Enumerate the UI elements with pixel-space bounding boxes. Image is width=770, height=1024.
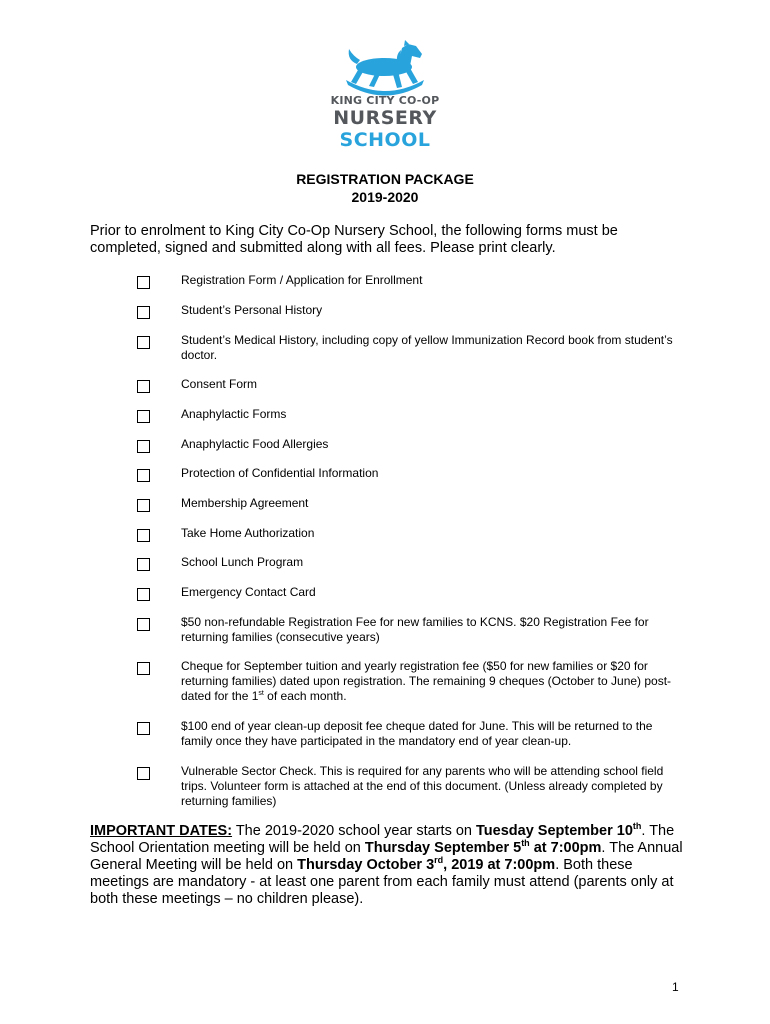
checkbox[interactable] (137, 558, 150, 571)
checkbox[interactable] (137, 722, 150, 735)
checklist-item-label: School Lunch Program (181, 555, 304, 569)
checkbox[interactable] (137, 410, 150, 423)
checklist-item-label: Student’s Personal History (181, 303, 323, 317)
checklist-item-label: Vulnerable Sector Check. This is required for any parents who will be attending school field trips. Volunteer form is attached at the end of this document. (Unless already completed by returning families) (181, 764, 664, 808)
checklist-item-label: $100 end of year clean-up deposit fee cheque dated for June. This will be returned to the family once they have participated in the mandatory end of year clean-up. (181, 719, 653, 748)
checkbox[interactable] (137, 662, 150, 675)
checklist-item-label: Anaphylactic Forms (181, 407, 287, 421)
checklist-item-label: Registration Form / Application for Enrollment (181, 273, 423, 287)
logo-text-nursery: NURSERY (333, 107, 437, 129)
checklist-item-label: Protection of Confidential Information (181, 466, 379, 480)
checkbox[interactable] (137, 588, 150, 601)
school-year: 2019-2020 (351, 189, 419, 205)
checkbox[interactable] (137, 767, 150, 780)
checkbox[interactable] (137, 380, 150, 393)
checklist-item-label: Take Home Authorization (181, 526, 315, 540)
checklist-item-label: $50 non-refundable Registration Fee for new families to KCNS. $20 Registration Fee for returning families (consecutive years) (181, 615, 649, 644)
logo-text-king-city: KING CITY CO-OP (330, 94, 440, 107)
checkbox[interactable] (137, 306, 150, 319)
checkbox[interactable] (137, 529, 150, 542)
checkbox[interactable] (137, 618, 150, 631)
checkbox[interactable] (137, 499, 150, 512)
checklist-item-label: Consent Form (181, 377, 258, 391)
checkbox[interactable] (137, 336, 150, 349)
checklist-item-label: Cheque for September tuition and yearly registration fee ($50 for new families or $20 for returning families) dated upon registration. The remaining 9 cheques (October to June) post-dated for the 1st of each month. (181, 659, 672, 703)
important-dates-paragraph: IMPORTANT DATES: The 2019-2020 school year starts on Tuesday September 10th. The School Orientation meeting will be held on Thursday September 5th at 7:00pm. The Annual General Meeting will be held on Thursday October 3rd, 2019 at 7:00pm. Both these meetings are mandatory - at least one parent from each family must attend (parents only at both these meetings – no children please). (90, 821, 683, 907)
checkbox[interactable] (137, 440, 150, 453)
checklist-item-label: Student’s Medical History, including copy of yellow Immunization Record book from student’s doctor. (181, 333, 673, 362)
checkbox[interactable] (137, 276, 150, 289)
logo-text-school: SCHOOL (339, 129, 431, 151)
checklist-item-label: Membership Agreement (181, 496, 309, 510)
page-title: REGISTRATION PACKAGE (296, 171, 474, 187)
checklist-item-label: Emergency Contact Card (181, 585, 316, 599)
intro-paragraph: Prior to enrolment to King City Co-Op Nursery School, the following forms must be completed, signed and submitted along with all fees. Please print clearly. (90, 223, 618, 256)
checkbox[interactable] (137, 469, 150, 482)
checklist-item-label: Anaphylactic Food Allergies (181, 437, 329, 451)
important-dates-label: IMPORTANT DATES: (90, 823, 233, 839)
page-number: 1 (672, 980, 679, 994)
